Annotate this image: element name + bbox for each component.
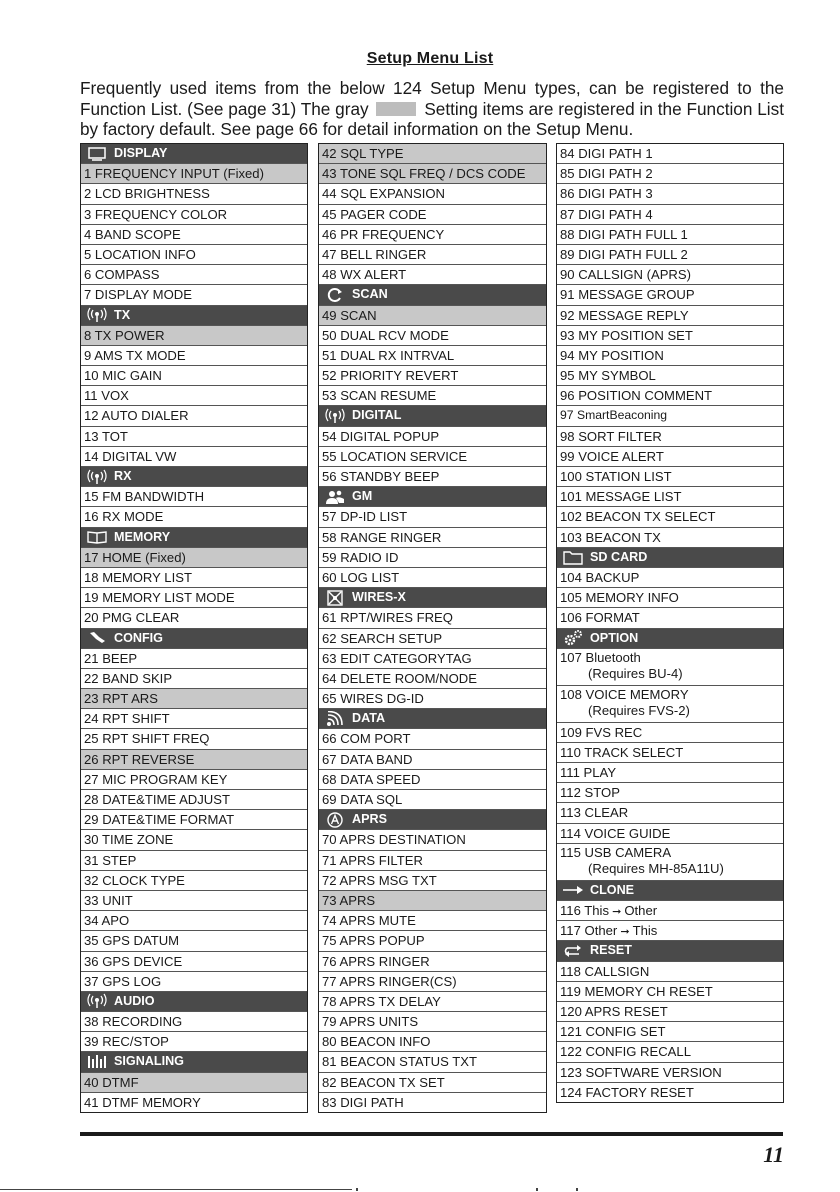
section-header-tx [81, 305, 307, 325]
menu-item-label: 107 Bluetooth [560, 649, 641, 665]
menu-item: 80 BEACON INFO [319, 1031, 546, 1051]
section-header-label: AUDIO [114, 993, 155, 1008]
menu-item: 35 GPS DATUM [81, 930, 307, 950]
scan-icon [324, 287, 346, 303]
menu-item: 96 POSITION COMMENT [557, 385, 783, 405]
bottom-tick [576, 1188, 578, 1191]
signal-bars-icon [86, 1054, 108, 1070]
menu-item-label: This [632, 923, 658, 939]
menu-item: 63 EDIT CATEGORYTAG [319, 648, 546, 668]
menu-item: 7 DISPLAY MODE [81, 284, 307, 304]
menu-item: 66 COM PORT [319, 728, 546, 748]
menu-item: 69 DATA SQL [319, 789, 546, 809]
section-header-scan [319, 284, 546, 304]
menu-item: 77 APRS RINGER(CS) [319, 971, 546, 991]
menu-item: 34 APO [81, 910, 307, 930]
menu-item: 74 APRS MUTE [319, 910, 546, 930]
menu-item: 103 BEACON TX [557, 527, 783, 547]
menu-column-1 [80, 143, 308, 1113]
menu-item: 99 VOICE ALERT [557, 446, 783, 466]
menu-item: 118 CALLSIGN [557, 961, 783, 981]
menu-item: 91 MESSAGE GROUP [557, 284, 783, 304]
wrench-icon [86, 630, 108, 646]
arrow-right-icon: ➞ [617, 926, 633, 939]
menu-item: 70 APRS DESTINATION [319, 829, 546, 849]
menu-item-function-list: 1 FREQUENCY INPUT (Fixed) [81, 163, 307, 183]
menu-item: 81 BEACON STATUS TXT [319, 1051, 546, 1071]
section-header-config [81, 628, 307, 648]
menu-item-label: 115 USB CAMERA [560, 844, 672, 860]
aprs-icon [324, 812, 346, 828]
menu-item: 100 STATION LIST [557, 466, 783, 486]
intro-paragraph [80, 78, 784, 140]
menu-item: 83 DIGI PATH [319, 1092, 546, 1112]
menu-item: 72 APRS MSG TXT [319, 870, 546, 890]
menu-item: 54 DIGITAL POPUP [319, 426, 546, 446]
bottom-tick [356, 1188, 358, 1191]
page-title: Setup Menu List [366, 50, 494, 67]
menu-item-function-list: 8 TX POWER [81, 325, 307, 345]
section-header-signaling [81, 1051, 307, 1071]
section-header-reset [557, 940, 783, 960]
menu-item: 82 BEACON TX SET [319, 1072, 546, 1092]
folder-icon [562, 549, 584, 565]
section-header-memory [81, 527, 307, 547]
menu-column-2 [318, 143, 547, 1113]
section-header-label: SIGNALING [114, 1054, 184, 1069]
menu-item: 105 MEMORY INFO [557, 587, 783, 607]
section-header-digital [319, 405, 546, 425]
menu-item: 20 PMG CLEAR [81, 607, 307, 627]
menu-item: 92 MESSAGE REPLY [557, 305, 783, 325]
bottom-tick [536, 1188, 538, 1191]
menu-item: 36 GPS DEVICE [81, 951, 307, 971]
menu-item: 4 BAND SCOPE [81, 224, 307, 244]
menu-item-label: 117 Other [560, 923, 618, 939]
menu-item [557, 843, 783, 880]
menu-item: 89 DIGI PATH FULL 2 [557, 244, 783, 264]
menu-item-function-list: 17 HOME (Fixed) [81, 547, 307, 567]
section-header-label: SD CARD [590, 549, 648, 564]
radio-waves-icon [86, 307, 108, 323]
menu-item: 87 DIGI PATH 4 [557, 204, 783, 224]
section-header-wires-x [319, 587, 546, 607]
menu-item-requirement: (Requires FVS-2) [588, 703, 690, 719]
menu-item-label: 108 VOICE MEMORY [560, 686, 689, 702]
section-header-sd-card [557, 547, 783, 567]
menu-item: 79 APRS UNITS [319, 1011, 546, 1031]
menu-item-function-list: 23 RPT ARS [81, 688, 307, 708]
section-header-label: RESET [590, 943, 632, 958]
section-header-label: SCAN [352, 287, 388, 302]
arrow-right-icon: ➞ [609, 906, 625, 918]
menu-item: 84 DIGI PATH 1 [560, 146, 653, 161]
section-header-display [81, 144, 307, 163]
menu-item: 3 FREQUENCY COLOR [81, 204, 307, 224]
menu-item: 113 CLEAR [557, 802, 783, 822]
menu-item: 111 PLAY [557, 762, 783, 782]
menu-item: 14 DIGITAL VW [81, 446, 307, 466]
menu-item: 55 LOCATION SERVICE [319, 446, 546, 466]
menu-item: 59 RADIO ID [319, 547, 546, 567]
menu-item-function-list: 42 SQL TYPE [319, 144, 546, 163]
menu-item: 22 BAND SKIP [81, 668, 307, 688]
menu-item [557, 900, 783, 920]
menu-item: 46 PR FREQUENCY [319, 224, 546, 244]
radio-waves-icon [86, 993, 108, 1009]
menu-item: 27 MIC PROGRAM KEY [81, 769, 307, 789]
menu-item: 109 FVS REC [557, 722, 783, 742]
menu-item: 104 BACKUP [557, 567, 783, 587]
menu-item: 101 MESSAGE LIST [557, 486, 783, 506]
menu-item: 106 FORMAT [557, 607, 783, 627]
menu-item: 18 MEMORY LIST [81, 567, 307, 587]
menu-item [557, 685, 783, 722]
book-icon [86, 529, 108, 545]
menu-item: 41 DTMF MEMORY [81, 1092, 307, 1112]
menu-item: 12 AUTO DIALER [81, 405, 307, 425]
menu-item [557, 648, 783, 685]
section-header-audio [81, 991, 307, 1011]
menu-item: 90 CALLSIGN (APRS) [557, 264, 783, 284]
menu-item-requirement: (Requires BU-4) [588, 666, 683, 682]
menu-item: 5 LOCATION INFO [81, 244, 307, 264]
menu-item: 6 COMPASS [81, 264, 307, 284]
bottom-edge-line [0, 1189, 352, 1190]
menu-item: 62 SEARCH SETUP [319, 628, 546, 648]
menu-item: 47 BELL RINGER [319, 244, 546, 264]
menu-item: 48 WX ALERT [319, 264, 546, 284]
menu-item: 122 CONFIG RECALL [557, 1041, 783, 1061]
menu-item: 19 MEMORY LIST MODE [81, 587, 307, 607]
menu-item: 13 TOT [81, 426, 307, 446]
section-header-label: TX [114, 307, 131, 322]
menu-item: 78 APRS TX DELAY [319, 991, 546, 1011]
menu-item: 56 STANDBY BEEP [319, 466, 546, 486]
menu-item: 32 CLOCK TYPE [81, 870, 307, 890]
menu-item-requirement: (Requires MH-85A11U) [588, 861, 724, 877]
menu-item: 2 LCD BRIGHTNESS [81, 183, 307, 203]
menu-item: 16 RX MODE [81, 506, 307, 526]
menu-item: 21 BEEP [81, 648, 307, 668]
menu-item: 93 MY POSITION SET [557, 325, 783, 345]
menu-item-function-list: 26 RPT REVERSE [81, 749, 307, 769]
menu-item: 39 REC/STOP [81, 1031, 307, 1051]
menu-item: 10 MIC GAIN [81, 365, 307, 385]
data-icon [324, 711, 346, 727]
menu-item: 64 DELETE ROOM/NODE [319, 668, 546, 688]
section-header-gm [319, 486, 546, 506]
menu-item-function-list: 40 DTMF [81, 1072, 307, 1092]
group-icon [324, 489, 346, 505]
menu-item: 38 RECORDING [81, 1011, 307, 1031]
menu-item: 123 SOFTWARE VERSION [557, 1062, 783, 1082]
menu-item: 30 TIME ZONE [81, 829, 307, 849]
menu-item: 33 UNIT [81, 890, 307, 910]
menu-item: 119 MEMORY CH RESET [557, 981, 783, 1001]
menu-item-function-list: 49 SCAN [319, 305, 546, 325]
section-header-label: CONFIG [114, 630, 163, 645]
radio-waves-icon [86, 469, 108, 485]
menu-item: 75 APRS POPUP [319, 930, 546, 950]
menu-item: 88 DIGI PATH FULL 1 [557, 224, 783, 244]
menu-column-3 [556, 143, 784, 1103]
footer-rule [80, 1132, 783, 1136]
section-header-label: DISPLAY [114, 146, 168, 160]
section-header-label: RX [114, 469, 132, 483]
menu-item: 45 PAGER CODE [319, 204, 546, 224]
menu-item-label: 116 This [560, 903, 610, 918]
section-header-rx [81, 466, 307, 486]
menu-item: 57 DP-ID LIST [319, 506, 546, 526]
menu-item: 112 STOP [557, 782, 783, 802]
menu-item: 28 DATE&TIME ADJUST [81, 789, 307, 809]
menu-item: 86 DIGI PATH 3 [557, 183, 783, 203]
gears-icon [562, 630, 584, 646]
menu-item: 29 DATE&TIME FORMAT [81, 809, 307, 829]
section-header-data [319, 708, 546, 728]
reset-icon [562, 943, 584, 959]
menu-item: 50 DUAL RCV MODE [319, 325, 546, 345]
menu-item-function-list: 73 APRS [319, 890, 546, 910]
section-header-label: DATA [352, 711, 386, 726]
menu-item: 95 MY SYMBOL [557, 365, 783, 385]
menu-item: 94 MY POSITION [557, 345, 783, 365]
section-header-clone [557, 880, 783, 900]
menu-item: 52 PRIORITY REVERT [319, 365, 546, 385]
menu-item-label: Other [624, 903, 658, 918]
menu-item: 53 SCAN RESUME [319, 385, 546, 405]
menu-item: 68 DATA SPEED [319, 769, 546, 789]
section-header-label: GM [352, 489, 373, 504]
wires-icon [324, 590, 346, 606]
gray-swatch [376, 102, 416, 116]
section-header-label: WIRES-X [352, 590, 406, 605]
menu-item: 114 VOICE GUIDE [557, 823, 783, 843]
section-header-label: APRS [352, 812, 387, 827]
radio-waves-icon [324, 408, 346, 424]
menu-item: 124 FACTORY RESET [557, 1082, 783, 1102]
section-header-label: DIGITAL [352, 408, 402, 423]
menu-item: 67 DATA BAND [319, 749, 546, 769]
menu-item: 44 SQL EXPANSION [319, 183, 546, 203]
menu-item [557, 920, 783, 940]
menu-item: 24 RPT SHIFT [81, 708, 307, 728]
intro-text-1: Frequently used items from the below 124 Setup Menu types, can be registered to the Function List. (See page 31) The gray [80, 78, 784, 119]
menu-item: 15 FM BANDWIDTH [81, 486, 307, 506]
section-header-label: CLONE [590, 882, 635, 897]
menu-item: 58 RANGE RINGER [319, 527, 546, 547]
display-icon [86, 146, 108, 162]
menu-item: 65 WIRES DG-ID [319, 688, 546, 708]
menu-item: 120 APRS RESET [557, 1001, 783, 1021]
section-header-label: OPTION [590, 630, 639, 645]
menu-item: 76 APRS RINGER [319, 951, 546, 971]
menu-item: 85 DIGI PATH 2 [557, 163, 783, 183]
menu-item: 11 VOX [81, 385, 307, 405]
menu-item: 37 GPS LOG [81, 971, 307, 991]
menu-item: 61 RPT/WIRES FREQ [319, 607, 546, 627]
menu-item: 60 LOG LIST [319, 567, 546, 587]
menu-item: 98 SORT FILTER [557, 426, 783, 446]
page-number: 11 [763, 1142, 784, 1167]
menu-item: 31 STEP [81, 850, 307, 870]
menu-item-function-list: 43 TONE SQL FREQ / DCS CODE [319, 163, 546, 183]
menu-item: 9 AMS TX MODE [81, 345, 307, 365]
section-header-label: MEMORY [114, 529, 171, 544]
menu-item: 97 SmartBeaconing [557, 405, 783, 425]
menu-item: 25 RPT SHIFT FREQ [81, 728, 307, 748]
section-header-option [557, 628, 783, 648]
section-header-aprs [319, 809, 546, 829]
menu-item: 102 BEACON TX SELECT [557, 506, 783, 526]
menu-item: 51 DUAL RX INTRVAL [319, 345, 546, 365]
menu-item: 71 APRS FILTER [319, 850, 546, 870]
menu-item: 110 TRACK SELECT [557, 742, 783, 762]
menu-item: 121 CONFIG SET [557, 1021, 783, 1041]
arrow-right-icon [562, 882, 584, 898]
intro-text-2: Setting items are registered in the Function List by factory default. See page 66 for detail information on the Setup Menu. [80, 98, 784, 139]
